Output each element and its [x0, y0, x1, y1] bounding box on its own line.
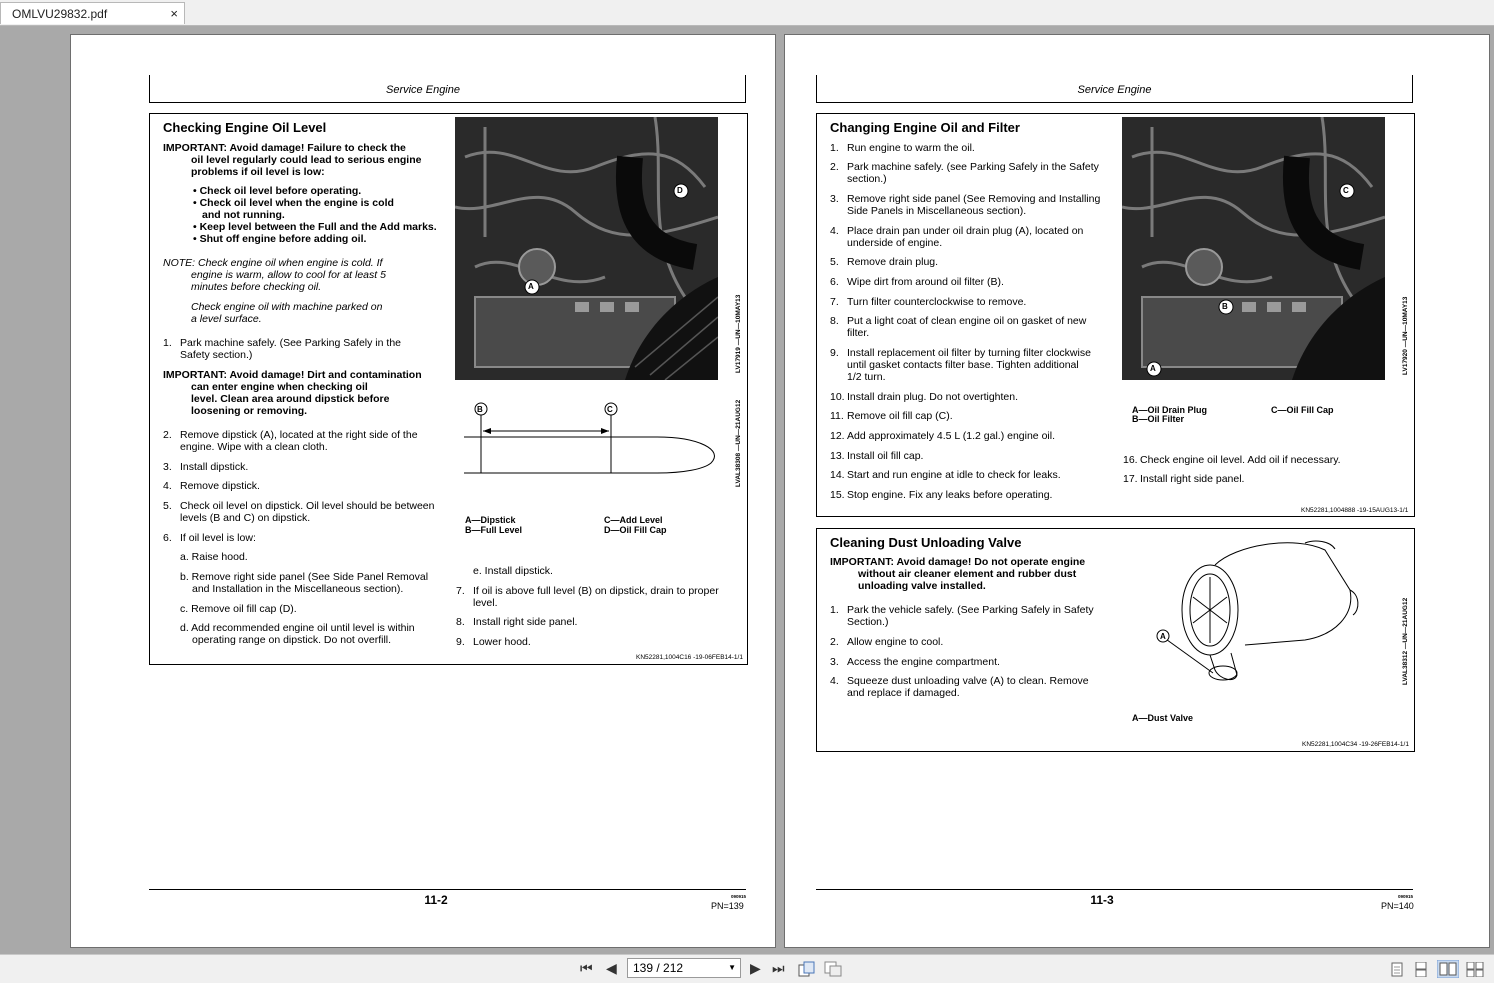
step-number: 17.: [1123, 473, 1138, 485]
step-text: Side Panels in Miscellaneous section).: [847, 205, 1027, 217]
step-text: engine. Wipe with a clean cloth.: [180, 441, 328, 453]
rotate-icon[interactable]: [798, 961, 816, 977]
step-number: 8.: [456, 616, 465, 628]
step-number: 10.: [830, 391, 845, 403]
step-text: Safety section.): [180, 349, 253, 361]
revision-code: 090915: [731, 894, 747, 899]
next-page-icon[interactable]: ▶: [750, 960, 761, 976]
step-number: 3.: [830, 193, 839, 205]
step-text: Check oil level on dipstick. Oil level should be between: [180, 500, 435, 512]
step-number: 6.: [163, 532, 172, 544]
bullet-item: • Shut off engine before adding oil.: [193, 233, 367, 245]
step-text: Remove right side panel (See Removing and Installing: [847, 193, 1101, 205]
last-page-icon[interactable]: ⏭: [772, 960, 785, 976]
step-number: 3.: [163, 461, 172, 473]
step-number: 12.: [830, 430, 845, 442]
step-number: 11.: [830, 410, 844, 422]
legend-item: B—Full Level: [465, 525, 523, 535]
step-number: 4.: [830, 225, 839, 237]
step-number: 15.: [830, 489, 845, 501]
step-text: Start and run engine at idle to check for leaks.: [847, 469, 1061, 481]
legend-item: C—Oil Fill Cap: [1271, 405, 1334, 415]
image-code: LVAL38312 —UN—21AUG12: [1402, 597, 1409, 685]
engine-photo: [1122, 117, 1385, 380]
step-text: Install replacement oil filter by turning filter clockwise: [847, 347, 1091, 359]
substep: a. Raise hood.: [180, 551, 248, 563]
important-line: IMPORTANT: Avoid damage! Failure to check the: [163, 142, 406, 154]
step-number: 7.: [830, 296, 839, 308]
step-text: Install drain plug. Do not overtighten.: [847, 391, 1019, 403]
step-number: 8.: [830, 315, 839, 327]
substep: e. Install dipstick.: [473, 565, 553, 577]
step-number: 6.: [830, 276, 839, 288]
step-text: Turn filter counterclockwise to remove.: [847, 296, 1027, 308]
step-text: Wipe dirt from around oil filter (B).: [847, 276, 1004, 288]
step-text: Add approximately 4.5 L (1.2 gal.) engine oil.: [847, 430, 1055, 442]
substep: operating range on dipstick. Do not overfill.: [192, 634, 392, 646]
bullet-item: • Keep level between the Full and the Add marks.: [193, 221, 437, 233]
note-line: Check engine oil with machine parked on: [191, 301, 383, 313]
bottom-toolbar: [0, 954, 1494, 983]
bullet-item: • Check oil level before operating.: [193, 185, 362, 197]
step-text: Park the vehicle safely. (See Parking Safely in Safety: [847, 604, 1094, 616]
step-text: section.): [847, 173, 887, 185]
step-number: 4.: [163, 480, 172, 492]
important-line: without air cleaner element and rubber dust: [858, 568, 1077, 580]
step-text: Run engine to warm the oil.: [847, 142, 975, 154]
single-page-icon[interactable]: [1390, 962, 1404, 977]
step-number: 9.: [456, 636, 465, 648]
step-number: 2.: [830, 636, 839, 648]
important-line: loosening or removing.: [191, 405, 308, 417]
note-line: a level surface.: [191, 313, 262, 325]
callout-b: B: [477, 405, 483, 414]
document-code: KN52281,1004C34 -19-26FEB14-1/1: [1302, 741, 1409, 748]
step-text: If oil is above full level (B) on dipstick, drain to proper: [473, 585, 719, 597]
step-text: Check engine oil level. Add oil if necessary.: [1140, 454, 1341, 466]
step-text: Remove dipstick (A), located at the right side of the: [180, 429, 418, 441]
step-text: Install right side panel.: [473, 616, 578, 628]
step-text: 1/2 turn.: [847, 371, 886, 383]
step-text: Section.): [847, 616, 889, 628]
important-line: oil level regularly could lead to serious engine: [191, 154, 422, 166]
engine-illustration: [1122, 117, 1385, 380]
note-line: engine is warm, allow to cool for at least 5: [191, 269, 386, 281]
page-header: Service Engine: [386, 84, 460, 96]
page-indicator: 139 / 212: [633, 961, 684, 975]
step-text: Stop engine. Fix any leaks before operating.: [847, 489, 1053, 501]
pn-label: PN=140: [1381, 901, 1414, 911]
image-code: LVAL38308 —UN—21AUG12: [735, 399, 742, 487]
step-number: 7.: [456, 585, 465, 597]
step-number: 5.: [163, 500, 172, 512]
step-number: 16.: [1123, 454, 1138, 466]
section-title: Cleaning Dust Unloading Valve: [830, 535, 1022, 550]
dipstick-diagram: [459, 395, 719, 480]
chevron-down-icon[interactable]: ▼: [728, 963, 736, 972]
page-number: 11-3: [1090, 893, 1114, 907]
continuous-icon[interactable]: [1414, 962, 1428, 977]
step-number: 1.: [830, 604, 839, 616]
tab-title: OMLVU29832.pdf: [12, 7, 108, 21]
callout-c: C: [607, 405, 613, 414]
pn-label: PN=139: [711, 901, 744, 911]
step-number: 3.: [830, 656, 839, 668]
footer-rule: [816, 889, 1413, 890]
document-code: KN52281,1004C16 -19-06FEB14-1/1: [636, 654, 743, 661]
step-text: and replace if damaged.: [847, 687, 960, 699]
page-11-2: [70, 34, 776, 948]
step-number: 1.: [830, 142, 839, 154]
revision-code: 090915: [1398, 894, 1414, 899]
important-line: IMPORTANT: Avoid damage! Do not operate engine: [830, 556, 1086, 568]
engine-illustration: [455, 117, 718, 380]
step-text: Install right side panel.: [1140, 473, 1245, 485]
step-text: Remove oil fill cap (C).: [847, 410, 953, 422]
step-text: Install dipstick.: [180, 461, 249, 473]
legend-item: C—Add Level: [604, 515, 663, 525]
previous-page-icon[interactable]: ◀: [606, 960, 617, 976]
document-tab[interactable]: [0, 2, 185, 24]
step-number: 14.: [830, 469, 845, 481]
legend-item: B—Oil Filter: [1132, 414, 1185, 424]
legend-item: A—Dipstick: [465, 515, 516, 525]
tab-bar: [0, 0, 1494, 26]
step-text: Install oil fill cap.: [847, 450, 924, 462]
step-text: Park machine safely. (See Parking Safely in the: [180, 337, 401, 349]
step-text: filter.: [847, 327, 870, 339]
step-text: Park machine safely. (see Parking Safely in the Safety: [847, 161, 1099, 173]
step-text: Place drain pan under oil drain plug (A), located on: [847, 225, 1084, 237]
page-11-3: [784, 34, 1490, 948]
step-number: 2.: [163, 429, 172, 441]
important-line: can enter engine when checking oil: [191, 381, 368, 393]
important-line: unloading valve installed.: [858, 580, 986, 592]
image-code: LV17920 —UN—10MAY13: [1402, 296, 1409, 375]
page-number: 11-2: [424, 893, 448, 907]
page-header: Service Engine: [1077, 84, 1152, 96]
callout-a: A: [528, 282, 534, 291]
callout-a: A: [1150, 364, 1156, 373]
note-line: minutes before checking oil.: [191, 281, 322, 293]
step-number: 5.: [830, 256, 839, 268]
callout-c: C: [1343, 186, 1349, 195]
callout-b: B: [1222, 302, 1228, 311]
step-text: Put a light coat of clean engine oil on gasket of new: [847, 315, 1087, 327]
air-cleaner-diagram: [1155, 535, 1365, 695]
steps-list: [830, 142, 1120, 512]
document-code: KN52281,1004888 -19-15AUG13-1/1: [1301, 507, 1409, 514]
first-page-icon[interactable]: ⏮: [580, 960, 593, 976]
substep: and Installation in the Miscellaneous section).: [192, 583, 404, 595]
document-viewer[interactable]: [0, 26, 1494, 954]
callout-a: A: [1160, 632, 1166, 641]
step-number: 1.: [163, 337, 172, 349]
step-text: until gasket contacts filter base. Tighten additional: [847, 359, 1079, 371]
step-text: Access the engine compartment.: [847, 656, 1000, 668]
step-text: Squeeze dust unloading valve (A) to clean. Remove: [847, 675, 1089, 687]
section-title: Checking Engine Oil Level: [163, 120, 327, 135]
bullet-item: and not running.: [202, 209, 285, 221]
note-line: NOTE: Check engine oil when engine is cold. If: [163, 257, 383, 269]
substep: d. Add recommended engine oil until level is within: [180, 622, 415, 634]
legend-item: A—Dust Valve: [1132, 713, 1194, 723]
section-title: Changing Engine Oil and Filter: [830, 120, 1020, 135]
substep: c. Remove oil fill cap (D).: [180, 603, 297, 615]
image-code: LV17919 —UN—10MAY13: [735, 294, 742, 373]
step-text: underside of engine.: [847, 237, 943, 249]
important-line: level. Clean area around dipstick before: [191, 393, 390, 405]
page-selector[interactable]: [627, 958, 741, 978]
step-text: Remove drain plug.: [847, 256, 939, 268]
legend-item: D—Oil Fill Cap: [604, 525, 667, 535]
bullet-item: • Check oil level when the engine is cold: [193, 197, 394, 209]
step-text: level.: [473, 597, 498, 609]
step-number: 4.: [830, 675, 839, 687]
step-text: Allow engine to cool.: [847, 636, 944, 648]
step-text: Lower hood.: [473, 636, 531, 648]
engine-photo: [455, 117, 718, 380]
important-line: IMPORTANT: Avoid damage! Dirt and contamination: [163, 369, 422, 381]
important-line: problems if oil level is low:: [191, 166, 325, 178]
step-text: levels (B and C) on dipstick.: [180, 512, 311, 524]
step-text: If oil level is low:: [180, 532, 256, 544]
step-number: 2.: [830, 161, 839, 173]
footer-rule: [149, 889, 746, 890]
step-text: Remove dipstick.: [180, 480, 260, 492]
callout-d: D: [677, 186, 683, 195]
two-page-continuous-icon[interactable]: [1466, 962, 1484, 977]
fit-icon[interactable]: [824, 961, 842, 977]
two-page-icon[interactable]: [1437, 960, 1459, 978]
substep: b. Remove right side panel (See Side Panel Removal: [180, 571, 429, 583]
step-number: 13.: [830, 450, 845, 462]
close-icon[interactable]: ×: [170, 6, 178, 21]
step-number: 9.: [830, 347, 839, 359]
legend-item: A—Oil Drain Plug: [1132, 405, 1208, 415]
